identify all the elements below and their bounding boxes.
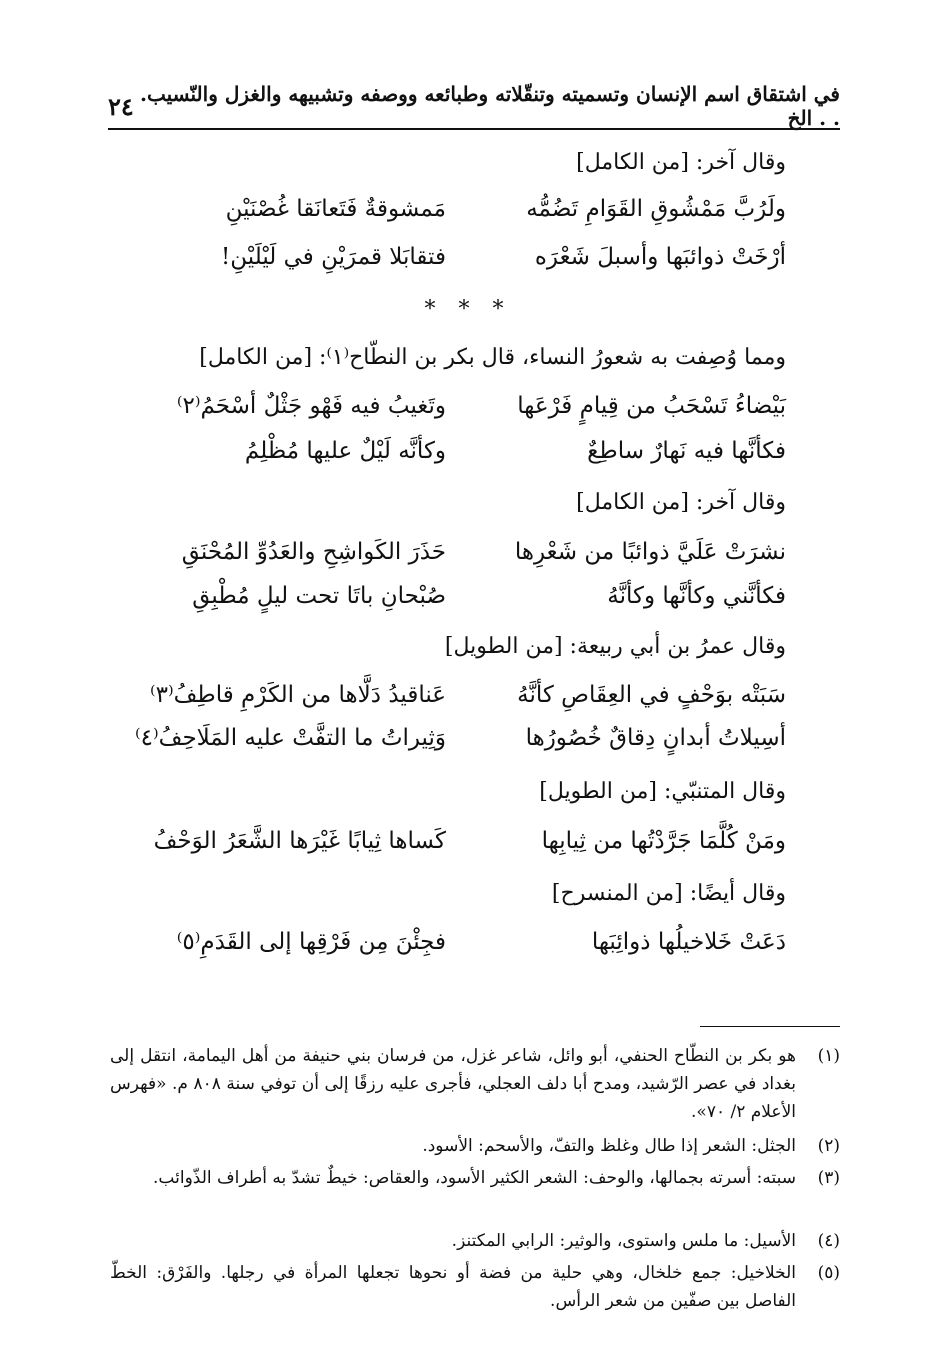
verse-8-second-hemistich: وَثِيراتُ ما التفَّتْ عليه المَلَاحِفُ⁽٤⁾ bbox=[134, 725, 446, 751]
footnote-number: (٢) bbox=[817, 1136, 840, 1156]
verse-8-first-hemistich: أسِيلاتُ أبدانٍ دِقاقٌ خُصُورُها bbox=[525, 725, 786, 751]
verse-4 bbox=[156, 438, 786, 478]
verse-4-second-hemistich: وكأنَّه لَيْلٌ عليها مُظْلِمُ bbox=[244, 438, 446, 464]
footnote-number: (٥) bbox=[817, 1263, 840, 1283]
poem-intro-5: وقال المتنبّي: [من الطويل] bbox=[539, 779, 786, 804]
verse-2-second-hemistich: فتقابَلا قمرَيْنِ في لَيْلَيْنِ! bbox=[221, 244, 446, 270]
verse-3-second-hemistich: وتَغيبُ فيه فَهْو جَثْلٌ أسْحَمُ⁽٢⁾ bbox=[176, 393, 446, 419]
footnote-number: (١) bbox=[817, 1046, 840, 1066]
verse-4-first-hemistich: فكأنَّها فيه نَهارٌ ساطِعٌ bbox=[587, 438, 786, 464]
verse-6 bbox=[156, 583, 786, 623]
verse-2 bbox=[156, 244, 786, 284]
verse-9-first-hemistich: ومَنْ كُلَّمَا جَرَّدْتُها من ثِيابِها bbox=[541, 828, 786, 854]
verse-1 bbox=[156, 196, 786, 236]
footnote-5 bbox=[110, 1259, 840, 1315]
verse-6-first-hemistich: فكأنَّني وكأنَّها وكأنَّهُ bbox=[607, 583, 786, 609]
section-separator: * * * bbox=[424, 297, 512, 322]
verse-3 bbox=[156, 393, 786, 433]
verse-7-second-hemistich: عَناقيدُ دَلَّاها من الكَرْمِ قاطِفُ⁽٣⁾ bbox=[149, 682, 446, 708]
verse-5 bbox=[156, 539, 786, 579]
footnote-number: (٤) bbox=[817, 1231, 840, 1251]
verse-5-first-hemistich: نشرَتْ عَلَيَّ ذوائبًا من شَعْرِها bbox=[514, 539, 786, 565]
footnote-separator bbox=[700, 1026, 840, 1027]
footnote-1 bbox=[110, 1042, 840, 1126]
footnote-4 bbox=[110, 1227, 840, 1255]
page-number: ٢٤ bbox=[108, 91, 134, 121]
footnote-text: الخلاخيل: جمع خلخال، وهي حلية من فضة أو نحوها تجعلها المرأة في رجلها. والفَرْق: الخطّ الفاصل بين صفّين من شعر الرأس. bbox=[110, 1263, 796, 1311]
poem-intro-2: ومما وُصِفت به شعورُ النساء، قال بكر بن النطّاح⁽١⁾: [من الكامل] bbox=[199, 345, 786, 370]
verse-8 bbox=[134, 725, 786, 765]
footnote-2 bbox=[110, 1132, 840, 1160]
verse-9 bbox=[153, 828, 786, 868]
verse-2-first-hemistich: أرْخَتْ ذوائبَها وأسبلَ شَعْرَه bbox=[534, 244, 786, 270]
poem-intro-1: وقال آخر: [من الكامل] bbox=[576, 150, 786, 175]
running-title: في اشتقاق اسم الإنسان وتسميته وتنقّلاته وطبائعه ووصفه وتشبيهه والغزل والنّسيب. . . الخ bbox=[140, 82, 840, 130]
footnote-text: الجثل: الشعر إذا طال وغلظ والتفّ، والأسحم: الأسود. bbox=[422, 1136, 796, 1156]
footnote-3 bbox=[110, 1164, 840, 1192]
verse-1-second-hemistich: مَمشوقةٌ فَتَعانَقا غُصْنَيْنِ bbox=[225, 196, 446, 222]
verse-9-second-hemistich: كَساها ثِيابًا غَيْرَها الشَّعَرُ الوَحْفُ bbox=[153, 828, 446, 854]
verse-7 bbox=[149, 682, 786, 722]
verse-6-second-hemistich: صُبْحانِ باتَا تحت ليلٍ مُطْبِقِ bbox=[192, 583, 446, 609]
verse-10-first-hemistich: دَعَتْ خَلاخيلُها ذوائِبَها bbox=[591, 929, 786, 955]
footnote-text: هو بكر بن النطّاح الحنفي، أبو وائل، شاعر غزل، من فرسان بني حنيفة من أهل اليمامة، انتقل إلى بغداد في عصر الرّشيد، ومدح أبا دلف العجلي، فأجرى عليه رزقًا إلى أن توفي سنة ٨٠٨ م. «فهرس الأعلام ٢/ ٧٠». bbox=[110, 1046, 796, 1122]
verse-3-first-hemistich: بَيْضاءُ تَسْحَبُ من قِيامٍ فَرْعَها bbox=[517, 393, 786, 419]
verse-10-second-hemistich: فجِئْنَ مِن فَرْقِها إلى القَدَمِ⁽٥⁾ bbox=[176, 929, 446, 955]
verse-5-second-hemistich: حَذَرَ الكَواشِحِ والعَدُوِّ المُحْنَقِ bbox=[181, 539, 446, 565]
verse-10 bbox=[156, 929, 786, 969]
footnote-text: الأسيل: ما ملس واستوى، والوثير: الرابي المكتنز. bbox=[451, 1231, 796, 1251]
verse-1-first-hemistich: ولَرُبَّ مَمْشُوقِ القَوَامِ تَضُمُّه bbox=[526, 196, 786, 222]
poem-intro-4: وقال عمرُ بن أبي ربيعة: [من الطويل] bbox=[444, 634, 786, 659]
verse-7-first-hemistich: سَبَتْه بوَحْفٍ في العِقَاصِ كأنَّهُ bbox=[517, 682, 786, 708]
page-header bbox=[108, 82, 840, 130]
footnote-text: سبته: أسرته بجمالها، والوحف: الشعر الكثير الأسود، والعقاص: خيطٌ تشدّ به أطراف الذّوائب. bbox=[153, 1168, 796, 1188]
poem-intro-6: وقال أيضًا: [من المنسرح] bbox=[551, 881, 786, 906]
footnote-number: (٣) bbox=[817, 1168, 840, 1188]
poem-intro-3: وقال آخر: [من الكامل] bbox=[576, 490, 786, 515]
